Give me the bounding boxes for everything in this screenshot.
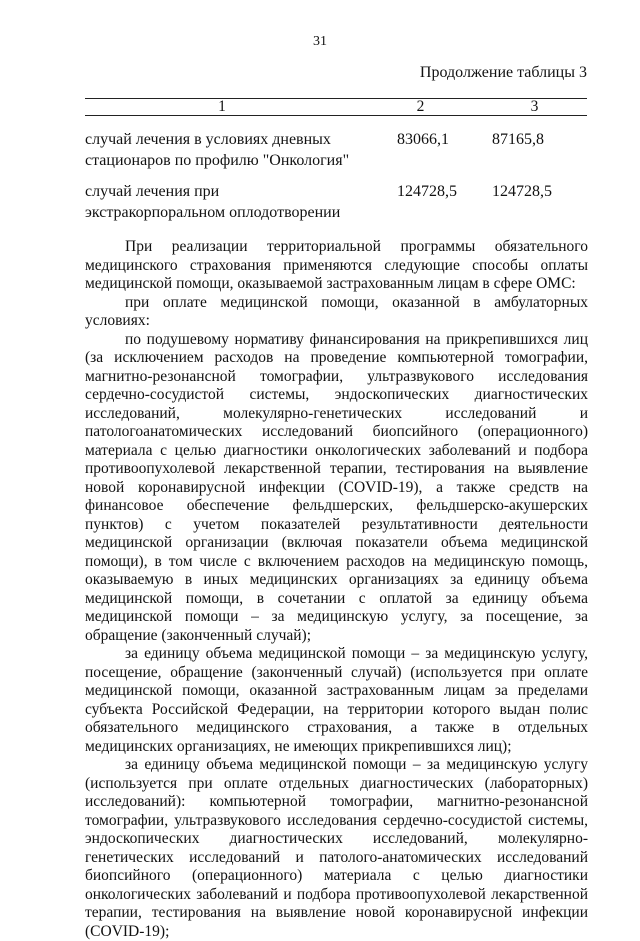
row-value-col3: 87165,8 — [492, 131, 544, 148]
column-header-2: 2 — [416, 98, 425, 115]
paragraph: При реализации территориальной программы обязательного медицинского страхования применяются следующие способы оплаты медицинской помощи, оказываемой застрахованным лицам в сфере ОМС: — [85, 238, 588, 292]
table-continuation-label: Продолжение таблицы 3 — [419, 64, 587, 81]
page-number: 31 — [313, 34, 327, 49]
row-label: случай лечения в условиях дневных стационаров по профилю "Онкология" — [85, 131, 350, 169]
column-header-1: 1 — [218, 98, 226, 115]
table-row — [85, 129, 587, 171]
column-header-3: 3 — [530, 98, 539, 115]
table-row — [85, 181, 587, 223]
paragraph: по подушевому нормативу финансирования на прикрепившихся лиц (за исключением расходов на проведение компьютерной томографии, магнитно-резонансной томографии, ультразвукового исследования сердечно-сосудистой системы, эндоскопических диагностических исследований, молекулярно-генетических исследований и патологоанатомических исследований биопсийного (операционного) материала с целью диагностики онкологических заболеваний и подбора противоопухолевой лекарственной терапии, тестирования на выявление новой коронавирусной инфекции (COVID-19), а также средств на финансовое обеспечение фельдшерских, фельдшерско-акушерских пунктов) с учетом показателей результативности деятельности медицинской организации (включая показатели объема медицинской помощи), в том числе с включением расходов на медицинскую помощь, оказываемую в иных медицинских организациях за единицу объема медицинской помощи, в сочетании с оплатой за единицу объема медицинской помощи – за медицинскую услугу, за посещение, за обращение (законченный случай); — [85, 330, 588, 644]
paragraph: за единицу объема медицинской помощи – за медицинскую услугу (используется при оплате отдельных диагностических (лабораторных) исследований): компьютерной томографии, магнитно-резонансной томографии, ультразвукового исследования сердечно-сосудистой системы, эндоскопических диагностических исследований, молекулярно-генетических исследований и патолого-анатомических исследований биопсийного (операционного) материала с целью диагностики онкологических заболеваний и подбора противоопухолевой лекарственной терапии, тестирования на выявление новой коронавирусной инфекции (COVID-19); — [85, 756, 588, 940]
paragraph: за единицу объема медицинской помощи – за медицинскую услугу, посещение, обращение (законченный случай) (используется при оплате медицинской помощи, оказанной застрахованным лицам за пределами субъекта Российской Федерации, на территории которого выдан полис обязательного медицинского страхования, а также в отдельных медицинских организациях, не имеющих прикрепившихся лиц); — [85, 645, 588, 755]
paragraph: при оплате медицинской помощи, оказанной в амбулаторных условиях: — [85, 293, 588, 329]
row-value-col2: 124728,5 — [397, 183, 457, 200]
table-header-row — [85, 98, 587, 116]
document-body — [85, 238, 588, 941]
row-label: случай лечения при экстракорпоральном оплодотворении — [85, 183, 341, 221]
row-value-col2: 83066,1 — [397, 131, 449, 148]
row-value-col3: 124728,5 — [492, 183, 552, 200]
